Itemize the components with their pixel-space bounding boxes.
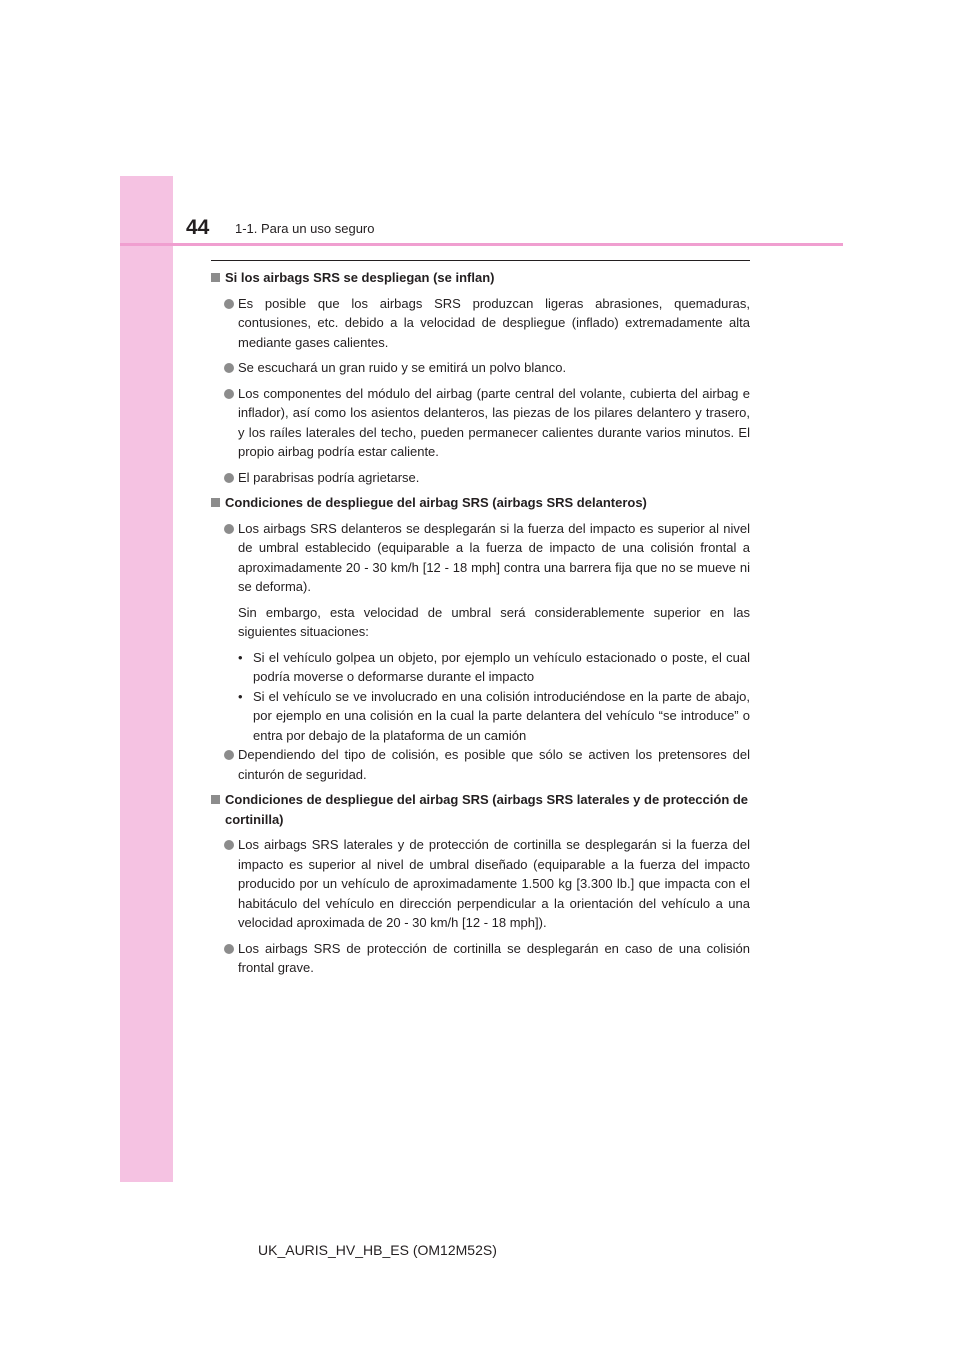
item-text: Dependiendo del tipo de colisión, es posible que sólo se activen los pretensores del cinturón de seguridad. [238, 747, 750, 782]
circle-bullet-icon [224, 840, 234, 850]
note-paragraph: Sin embargo, esta velocidad de umbral será considerablemente superior en las siguientes situaciones: [238, 604, 750, 639]
square-bullet-icon [211, 273, 220, 282]
list-item [238, 939, 750, 978]
item-text: Se escuchará un gran ruido y se emitirá un polvo blanco. [238, 360, 567, 375]
circle-bullet-icon [224, 524, 234, 534]
dot-marker-icon: • [238, 649, 243, 665]
sub-list [238, 648, 750, 746]
chapter-title: 1-1. Para un uso seguro [235, 221, 375, 236]
circle-bullet-icon [224, 389, 234, 399]
item-text: Es posible que los airbags SRS produzcan ligeras abrasiones, quemaduras, contusiones, etc. debido a la velocidad de despliegue (inflado) extremadamente alta mediante gases calientes. [238, 295, 750, 350]
sub-item-text: Si el vehículo golpea un objeto, por ejemplo un vehículo estacionado o poste, el cual podría moverse o deformarse durante el impacto [253, 649, 750, 684]
list-item [238, 835, 750, 933]
heading-text: Si los airbags SRS se despliegan (se inflan) [225, 270, 495, 285]
list-item [238, 745, 750, 784]
heading-text: Condiciones de despliegue del airbag SRS (airbags SRS delanteros) [225, 495, 647, 510]
list-item [238, 519, 750, 597]
square-bullet-icon [211, 498, 220, 507]
page-content [211, 268, 750, 984]
section-heading [211, 493, 750, 513]
header-divider [120, 243, 843, 246]
circle-bullet-icon [224, 473, 234, 483]
item-text: Los componentes del módulo del airbag (parte central del volante, cubierta del airbag e inflador), así como los asientos delanteros, las piezas de los pilares delantero y trasero, y los raíles laterales del techo, pueden permanecer calientes durante varios minutos. El propio airbag podría estar caliente. [238, 385, 750, 459]
list-item [238, 358, 750, 378]
content-top-rule [211, 260, 750, 261]
item-text: Los airbags SRS de protección de cortinilla se desplegarán en caso de una colisión frontal grave. [238, 940, 750, 975]
sub-list-item [238, 648, 750, 687]
sub-list-item [238, 687, 750, 746]
circle-bullet-icon [224, 944, 234, 954]
item-text: El parabrisas podría agrietarse. [238, 469, 420, 485]
sidebar-tab [120, 176, 173, 1182]
sub-item-text: Si el vehículo se ve involucrado en una colisión introduciéndose en la parte de abajo, por ejemplo en una colisión en la cual la parte delantera del vehículo “se introduce” o entra por debajo de la plataforma de un camión [253, 688, 750, 743]
heading-text: Condiciones de despliegue del airbag SRS (airbags SRS laterales y de protección de cortinilla) [225, 792, 749, 827]
manual-code: UK_AURIS_HV_HB_ES (OM12M52S) [258, 1242, 497, 1258]
page-number: 44 [186, 216, 210, 239]
circle-bullet-icon [224, 750, 234, 760]
item-text: Los airbags SRS delanteros se desplegarán si la fuerza del impacto es superior al nivel de umbral establecido (equiparable a la fuerza de impacto de una colisión frontal a aproximadamente 20 - 30 km/h [12 - 18 mph] contra una barrera fija que no se mueve ni se deforma). [238, 520, 750, 594]
circle-bullet-icon [224, 363, 234, 373]
section-heading [211, 790, 750, 829]
list-item [238, 468, 750, 488]
section-heading [211, 268, 750, 288]
list-item [238, 384, 750, 462]
item-text: Los airbags SRS laterales y de protección de cortinilla se desplegarán si la fuerza del impacto es superior al nivel de umbral diseñado (equiparable a la fuerza del impacto producido por un vehículo de aproximadamente 1.500 kg [3.300 lb.] que impacta con el habitáculo del vehículo en dirección perpendicular a la orientación del vehículo a una velocidad aproximada de 20 - 30 km/h [12 - 18 mph]). [238, 837, 750, 930]
dot-marker-icon: • [238, 688, 243, 704]
square-bullet-icon [211, 795, 220, 804]
list-item [238, 294, 750, 353]
circle-bullet-icon [224, 299, 234, 309]
